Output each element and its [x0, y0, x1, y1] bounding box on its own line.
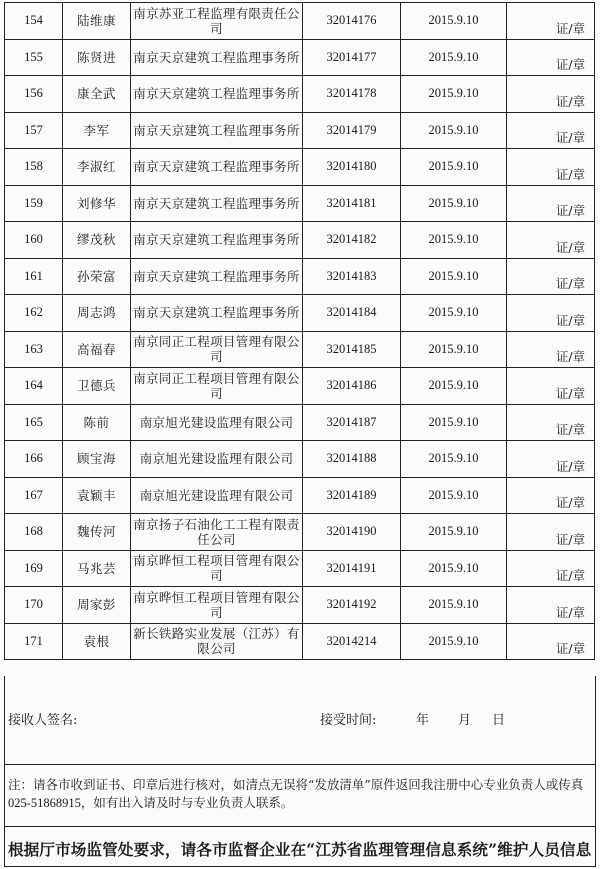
- certificate-number: 32014179: [303, 112, 401, 149]
- person-name: 马兆芸: [63, 550, 131, 587]
- issue-date: 2015.9.10: [401, 331, 507, 368]
- organization-name: 南京旭光建设监理有限公司: [131, 477, 303, 514]
- table-row: [5, 331, 595, 368]
- certificate-number: 32014180: [303, 149, 401, 186]
- table-row: [5, 39, 595, 76]
- row-number: 159: [5, 185, 63, 222]
- issue-date: 2015.9.10: [401, 623, 507, 660]
- organization-name: 南京扬子石油化工工程有限责任公司: [131, 514, 303, 551]
- status-mark: 证/章: [555, 93, 586, 109]
- person-name: 陆维康: [63, 3, 131, 40]
- certificate-number: 32014185: [303, 331, 401, 368]
- issue-date: 2015.9.10: [401, 3, 507, 40]
- issue-date: 2015.9.10: [401, 404, 507, 441]
- status-cell: [507, 112, 595, 149]
- table-row: [5, 623, 595, 660]
- person-name: 周家彭: [63, 587, 131, 624]
- status-cell: [507, 404, 595, 441]
- status-mark: 证/章: [555, 203, 586, 218]
- row-number: 158: [5, 149, 63, 186]
- table-row: [5, 587, 595, 624]
- row-number: 166: [5, 441, 63, 478]
- status-mark: 证/章: [555, 349, 586, 364]
- certificate-number: 32014192: [303, 587, 401, 624]
- status-mark: 证/章: [555, 130, 586, 145]
- status-cell: [507, 587, 595, 624]
- row-number: 160: [5, 222, 63, 259]
- person-name: 高福春: [63, 331, 131, 368]
- issue-date: 2015.9.10: [401, 258, 507, 295]
- certificate-number: 32014181: [303, 185, 401, 222]
- row-number: 165: [5, 404, 63, 441]
- status-cell: [507, 185, 595, 222]
- person-name: 魏传河: [63, 514, 131, 551]
- row-number: 161: [5, 258, 63, 295]
- person-name: 卫德兵: [63, 368, 131, 405]
- status-cell: [507, 149, 595, 186]
- status-cell: [507, 623, 595, 660]
- table-row: [5, 76, 595, 113]
- row-number: 154: [5, 3, 63, 40]
- bottom-notice: 根据厅市场监管处要求，请各市监督企业在“江苏省监理管理信息系统”维护人员信息: [8, 840, 592, 859]
- organization-name: 南京同正工程项目管理有限公司: [131, 368, 303, 405]
- certificate-number: 32014177: [303, 39, 401, 76]
- table-row: [5, 441, 595, 478]
- organization-name: 南京天京建筑工程监理事务所: [131, 185, 303, 222]
- certificate-number: 32014214: [303, 623, 401, 660]
- status-mark: 证/章: [555, 422, 586, 437]
- organization-name: 南京天京建筑工程监理事务所: [131, 149, 303, 186]
- row-number: 162: [5, 295, 63, 332]
- status-cell: [507, 222, 595, 259]
- table-row: [5, 550, 595, 587]
- row-number: 157: [5, 112, 63, 149]
- row-number: 171: [5, 623, 63, 660]
- person-name: 康全武: [63, 76, 131, 113]
- issue-date: 2015.9.10: [401, 550, 507, 587]
- organization-name: 南京天京建筑工程监理事务所: [131, 112, 303, 149]
- issue-date: 2015.9.10: [401, 39, 507, 76]
- person-name: 李军: [63, 112, 131, 149]
- row-number: 155: [5, 39, 63, 76]
- issue-date: 2015.9.10: [401, 295, 507, 332]
- issue-date: 2015.9.10: [401, 222, 507, 259]
- row-number: 169: [5, 550, 63, 587]
- person-name: 袁根: [63, 623, 131, 660]
- organization-name: 南京同正工程项目管理有限公司: [131, 331, 303, 368]
- table-row: [5, 514, 595, 551]
- table-row: [5, 185, 595, 222]
- row-number: 168: [5, 514, 63, 551]
- month-label: 月: [458, 713, 472, 728]
- status-cell: [507, 258, 595, 295]
- organization-name: 南京晔恒工程项目管理有限公司: [131, 550, 303, 587]
- status-mark: 证/章: [555, 531, 586, 547]
- status-cell: [507, 550, 595, 587]
- certificate-number: 32014189: [303, 477, 401, 514]
- note-line-1: 注：请各市收到证书、印章后进行核对，如清点无误将“发放清单”原件返回我注册中心专业负责人或传真: [8, 777, 584, 792]
- status-mark: 证/章: [555, 312, 586, 328]
- issue-date: 2015.9.10: [401, 76, 507, 113]
- table-row: [5, 368, 595, 405]
- organization-name: 南京天京建筑工程监理事务所: [131, 222, 303, 259]
- certificate-number: 32014187: [303, 404, 401, 441]
- status-mark: 证/章: [555, 239, 586, 255]
- status-cell: [507, 39, 595, 76]
- issue-date: 2015.9.10: [401, 514, 507, 551]
- note-line-2: 025-51868915，如有出入请及时与专业负责人联系。: [8, 796, 294, 810]
- table-row: [5, 295, 595, 332]
- organization-name: 南京天京建筑工程监理事务所: [131, 295, 303, 332]
- status-mark: 证/章: [555, 385, 586, 401]
- status-mark: 证/章: [555, 276, 586, 291]
- table-row: [5, 404, 595, 441]
- person-name: 顾宝海: [63, 441, 131, 478]
- organization-name: 新长铁路实业发展（江苏）有限公司: [131, 623, 303, 660]
- status-cell: [507, 295, 595, 332]
- row-number: 170: [5, 587, 63, 624]
- certificate-number: 32014182: [303, 222, 401, 259]
- certificate-number: 32014184: [303, 295, 401, 332]
- organization-name: 南京天京建筑工程监理事务所: [131, 76, 303, 113]
- status-mark: 证/章: [555, 20, 586, 36]
- table-row: [5, 222, 595, 259]
- table-row: [5, 149, 595, 186]
- table-footer: [4, 676, 596, 867]
- row-number: 167: [5, 477, 63, 514]
- organization-name: 南京苏亚工程监理有限责任公司: [131, 3, 303, 40]
- issue-date: 2015.9.10: [401, 112, 507, 149]
- person-name: 孙荣富: [63, 258, 131, 295]
- person-name: 刘修华: [63, 185, 131, 222]
- row-number: 163: [5, 331, 63, 368]
- person-name: 周志鸿: [63, 295, 131, 332]
- status-cell: [507, 368, 595, 405]
- person-name: 袁颖丰: [63, 477, 131, 514]
- receiver-signature-label: 接收人签名:: [8, 713, 78, 728]
- certificate-number: 32014186: [303, 368, 401, 405]
- status-cell: [507, 3, 595, 40]
- status-cell: [507, 514, 595, 551]
- divider: [5, 764, 595, 765]
- instruction-note: [8, 776, 592, 812]
- organization-name: 南京天京建筑工程监理事务所: [131, 258, 303, 295]
- receive-time-label: 接受时间:: [320, 713, 377, 728]
- registry-document: [4, 2, 594, 660]
- divider: [5, 826, 595, 827]
- status-mark: 证/章: [555, 166, 586, 182]
- status-mark: 证/章: [555, 495, 586, 510]
- issue-date: 2015.9.10: [401, 441, 507, 478]
- organization-name: 南京晔恒工程项目管理有限公司: [131, 587, 303, 624]
- issue-date: 2015.9.10: [401, 185, 507, 222]
- table-row: [5, 258, 595, 295]
- person-name: 陈贤进: [63, 39, 131, 76]
- day-label: 日: [492, 713, 506, 728]
- status-mark: 证/章: [555, 604, 586, 620]
- row-number: 164: [5, 368, 63, 405]
- person-name: 陈前: [63, 404, 131, 441]
- organization-name: 南京天京建筑工程监理事务所: [131, 39, 303, 76]
- row-number: 156: [5, 76, 63, 113]
- status-cell: [507, 76, 595, 113]
- certificate-number: 32014191: [303, 550, 401, 587]
- certificate-number: 32014178: [303, 76, 401, 113]
- table-row: [5, 477, 595, 514]
- organization-name: 南京旭光建设监理有限公司: [131, 441, 303, 478]
- table-row: [5, 112, 595, 149]
- issue-date: 2015.9.10: [401, 368, 507, 405]
- certificate-number: 32014176: [303, 3, 401, 40]
- status-mark: 证/章: [555, 641, 586, 656]
- certificate-table: [4, 2, 595, 660]
- certificate-number: 32014190: [303, 514, 401, 551]
- table-row: [5, 3, 595, 40]
- issue-date: 2015.9.10: [401, 149, 507, 186]
- person-name: 李淑红: [63, 149, 131, 186]
- issue-date: 2015.9.10: [401, 587, 507, 624]
- status-cell: [507, 331, 595, 368]
- organization-name: 南京旭光建设监理有限公司: [131, 404, 303, 441]
- status-mark: 证/章: [555, 568, 586, 583]
- status-mark: 证/章: [555, 57, 586, 72]
- issue-date: 2015.9.10: [401, 477, 507, 514]
- certificate-number: 32014183: [303, 258, 401, 295]
- status-cell: [507, 477, 595, 514]
- status-cell: [507, 441, 595, 478]
- year-label: 年: [416, 713, 430, 728]
- person-name: 缪茂秋: [63, 222, 131, 259]
- status-mark: 证/章: [555, 458, 586, 474]
- certificate-number: 32014188: [303, 441, 401, 478]
